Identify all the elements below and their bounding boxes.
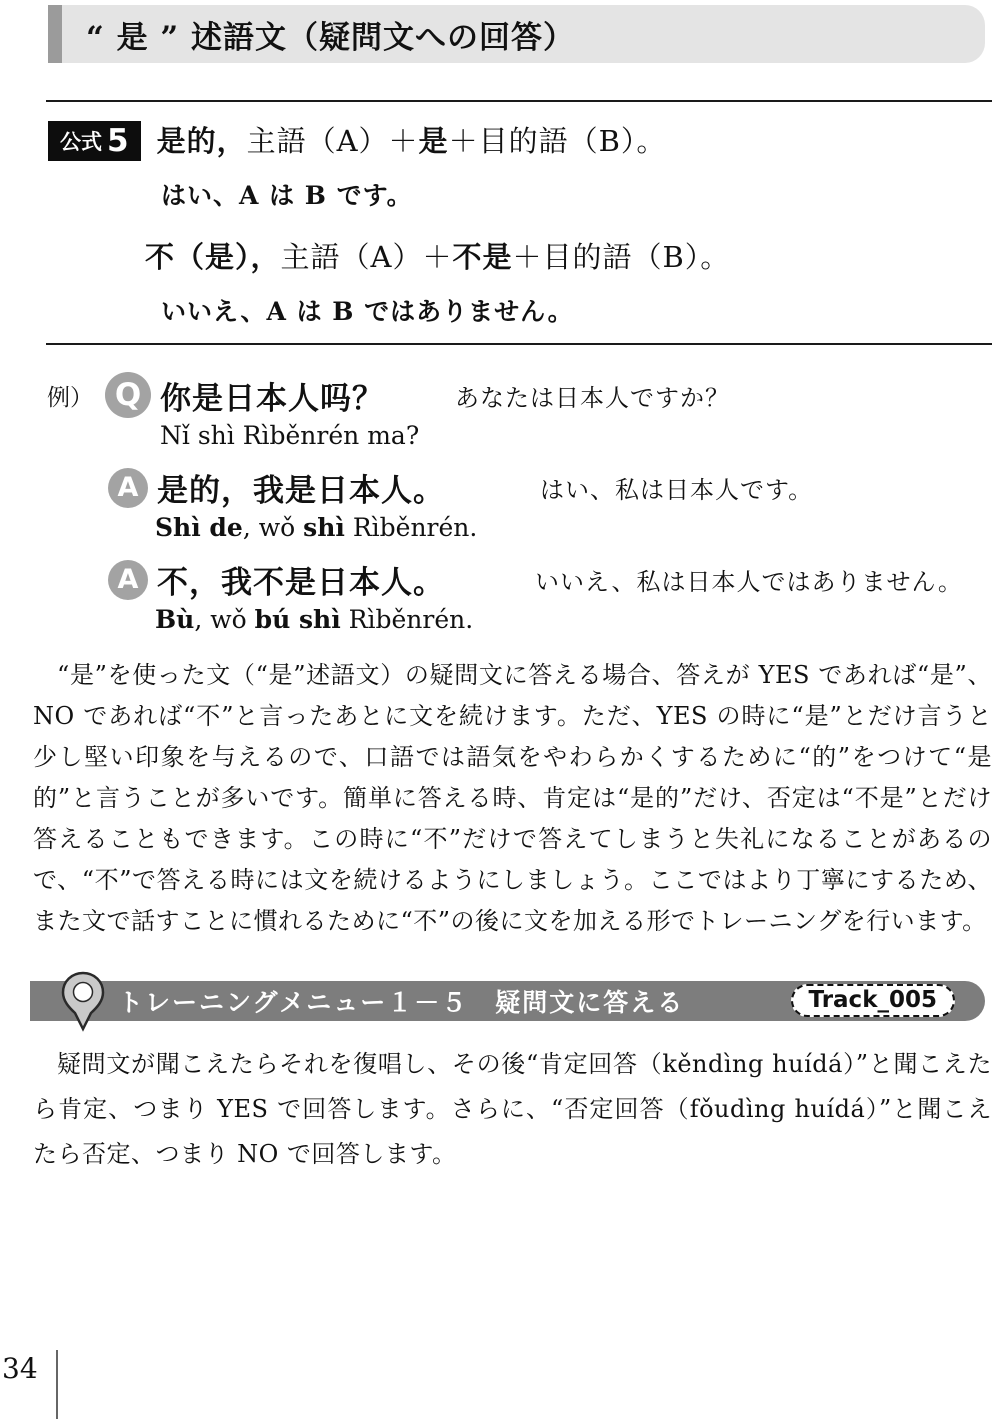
training-menu-bar xyxy=(30,981,985,1021)
horizontal-rule xyxy=(46,343,992,345)
formula-chinese-affirmative: 是的，主語（A）＋是＋目的語（B）。 xyxy=(156,124,667,158)
answer-japanese: いいえ、私は日本人ではありません。 xyxy=(535,568,963,596)
header-accent-bar xyxy=(48,5,62,63)
instructions-paragraph: 疑問文が聞こえたらそれを復唱し、その後“肯定回答（kěndìng huídá）”と聞こえたら肯定、つまり YES で回答します。さらに、“否定回答（fǒudìng huídá）”と聞こえたら否定、つまり NO で回答します。 xyxy=(33,1050,992,1168)
answer-chinese: 不，我不是日本人。 xyxy=(157,565,445,601)
training-menu-title: トレーニングメニュー１－５ 疑問文に答える xyxy=(118,988,685,1017)
question-icon: Q xyxy=(105,372,151,418)
answer-icon: A xyxy=(108,468,148,508)
answer-pinyin: Bù, wǒ bú shì Rìběnrén. xyxy=(155,605,474,634)
example-label: 例） xyxy=(47,384,93,411)
location-pin-icon xyxy=(58,970,108,1036)
formula-badge-label: 公式 xyxy=(60,130,102,154)
explanation-paragraph: “是”を使った文（“是”述語文）の疑問文に答える場合、答えが YES であれば“是”、NO であれば“不”と言ったあとに文を続けます。ただ、YES の時に“是”とだけ言うと少し堅い印象を与えるので、口語では語気をやわらかくするために“的”をつけて“是的”と言うことが多いです。簡単に答える時、肯定は“是的”だけ、否定は“不是”とだけ答えることもできます。この時に“不”だけで答えてしまうと失礼になることがあるので、“不”で答える時には文を続けるようにしましょう。ここではより丁寧にするため、また文で話すことに慣れるために“不”の後に文を加える形でトレーニングを行います。 xyxy=(33,661,992,935)
formula-block xyxy=(0,102,1000,328)
answer-chinese: 是的，我是日本人。 xyxy=(157,473,445,509)
question-pinyin: Nǐ shì Rìběnrén ma? xyxy=(160,421,420,450)
question-row xyxy=(47,372,1000,418)
answer-japanese: はい、私は日本人です。 xyxy=(540,476,814,504)
answer-pinyin: Shì de, wǒ shì Rìběnrén. xyxy=(155,513,478,542)
footer-divider xyxy=(56,1350,58,1419)
section-title: “ 是 ” 述語文（疑問文への回答） xyxy=(86,19,576,56)
page-number: 34 xyxy=(2,1352,38,1385)
answer-row xyxy=(47,557,1000,602)
example-block xyxy=(47,372,1000,636)
formula-japanese-negative: いいえ、A は B ではありません。 xyxy=(161,297,574,326)
question-chinese: 你是日本人吗？ xyxy=(160,380,384,417)
formula-badge-number: 5 xyxy=(107,123,129,159)
question-japanese: あなたは日本人ですか？ xyxy=(455,383,730,412)
formula-japanese-affirmative: はい、A は B です。 xyxy=(161,181,413,210)
audio-track-badge: Track_005 xyxy=(791,984,955,1017)
formula-chinese-negative: 不（是），主語（A）＋不是＋目的語（B）。 xyxy=(145,240,731,274)
answer-icon: A xyxy=(108,560,148,600)
answer-row xyxy=(47,465,1000,510)
section-header xyxy=(48,5,985,63)
formula-badge xyxy=(48,121,141,161)
